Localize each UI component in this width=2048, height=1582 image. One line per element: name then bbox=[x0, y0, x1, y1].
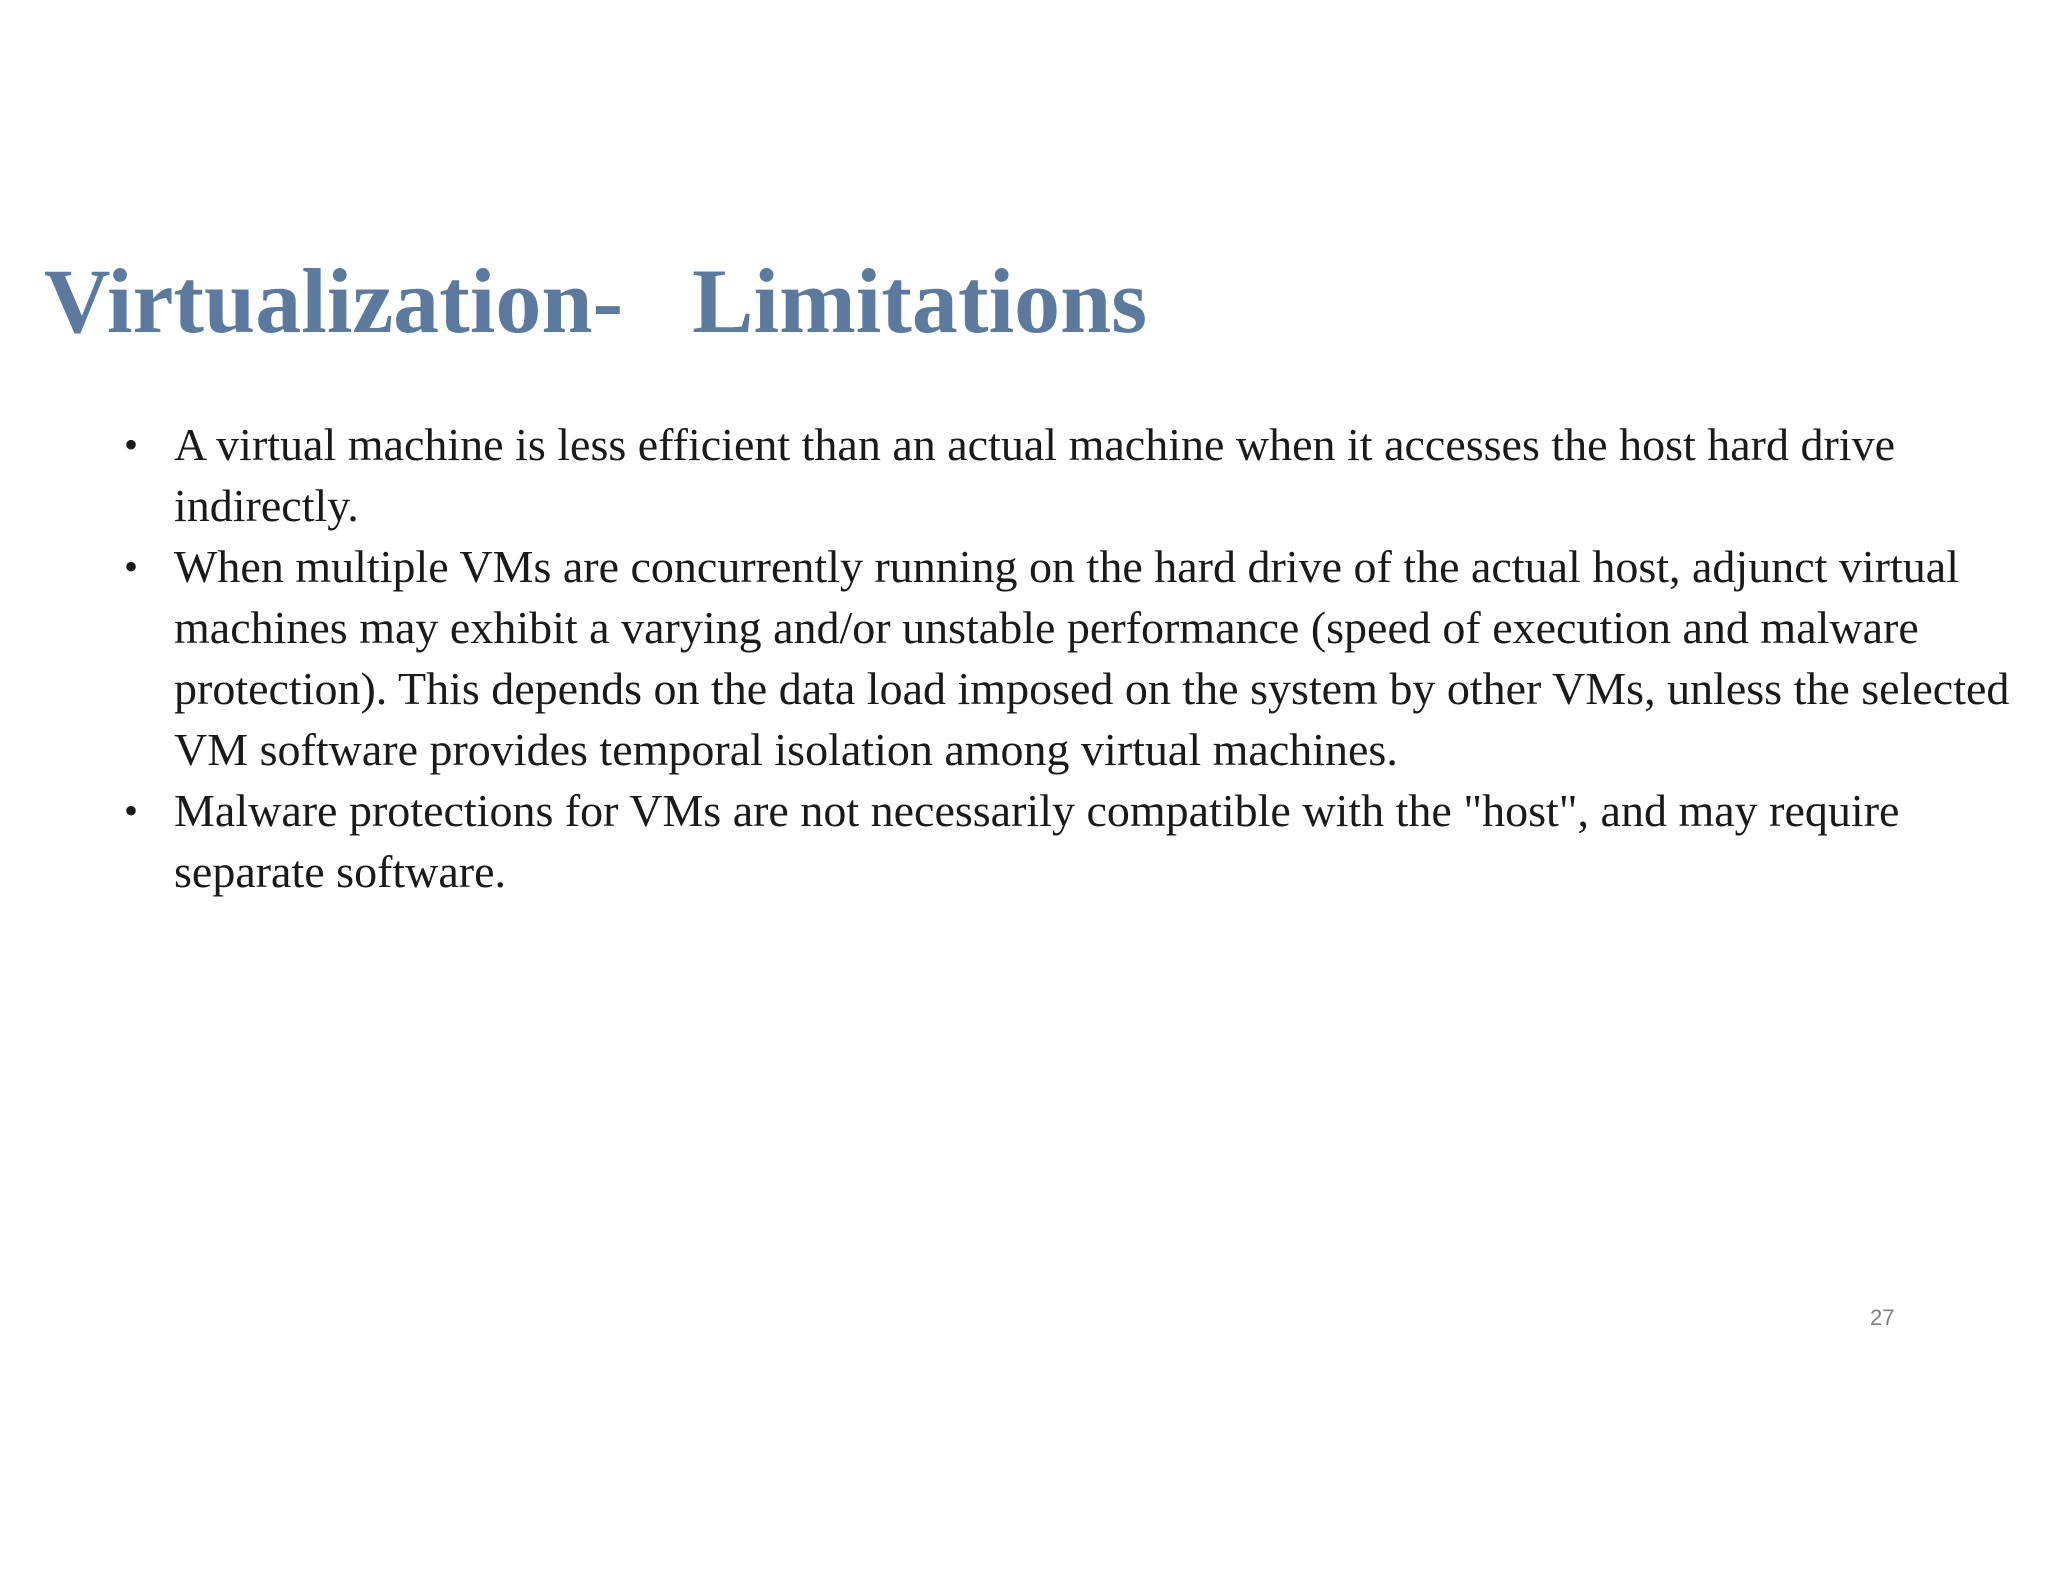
slide-title: Virtualization- Limitations bbox=[44, 250, 1148, 352]
bullet-icon: • bbox=[124, 788, 139, 833]
bullet-item bbox=[120, 414, 2020, 536]
bullet-text: A virtual machine is less efficient than an actual machine when it accesses the host hard drive indirectly. bbox=[174, 419, 1896, 531]
bullet-icon: • bbox=[124, 544, 139, 589]
bullet-item bbox=[120, 780, 2020, 902]
bullet-item bbox=[120, 536, 2020, 780]
bullet-icon: • bbox=[124, 422, 139, 467]
page-number: 27 bbox=[1870, 1305, 1895, 1330]
bullet-list bbox=[120, 414, 2020, 902]
bullet-text: When multiple VMs are concurrently running on the hard drive of the actual host, adjunct virtual machines may exhibit a varying and/or unstable performance (speed of execution and malware protection). This depends on the data load imposed on the system by other VMs, unless the selected VM software provides temporal isolation among virtual machines. bbox=[174, 541, 2010, 775]
bullet-text: Malware protections for VMs are not necessarily compatible with the "host", and may require separate software. bbox=[174, 785, 1900, 897]
